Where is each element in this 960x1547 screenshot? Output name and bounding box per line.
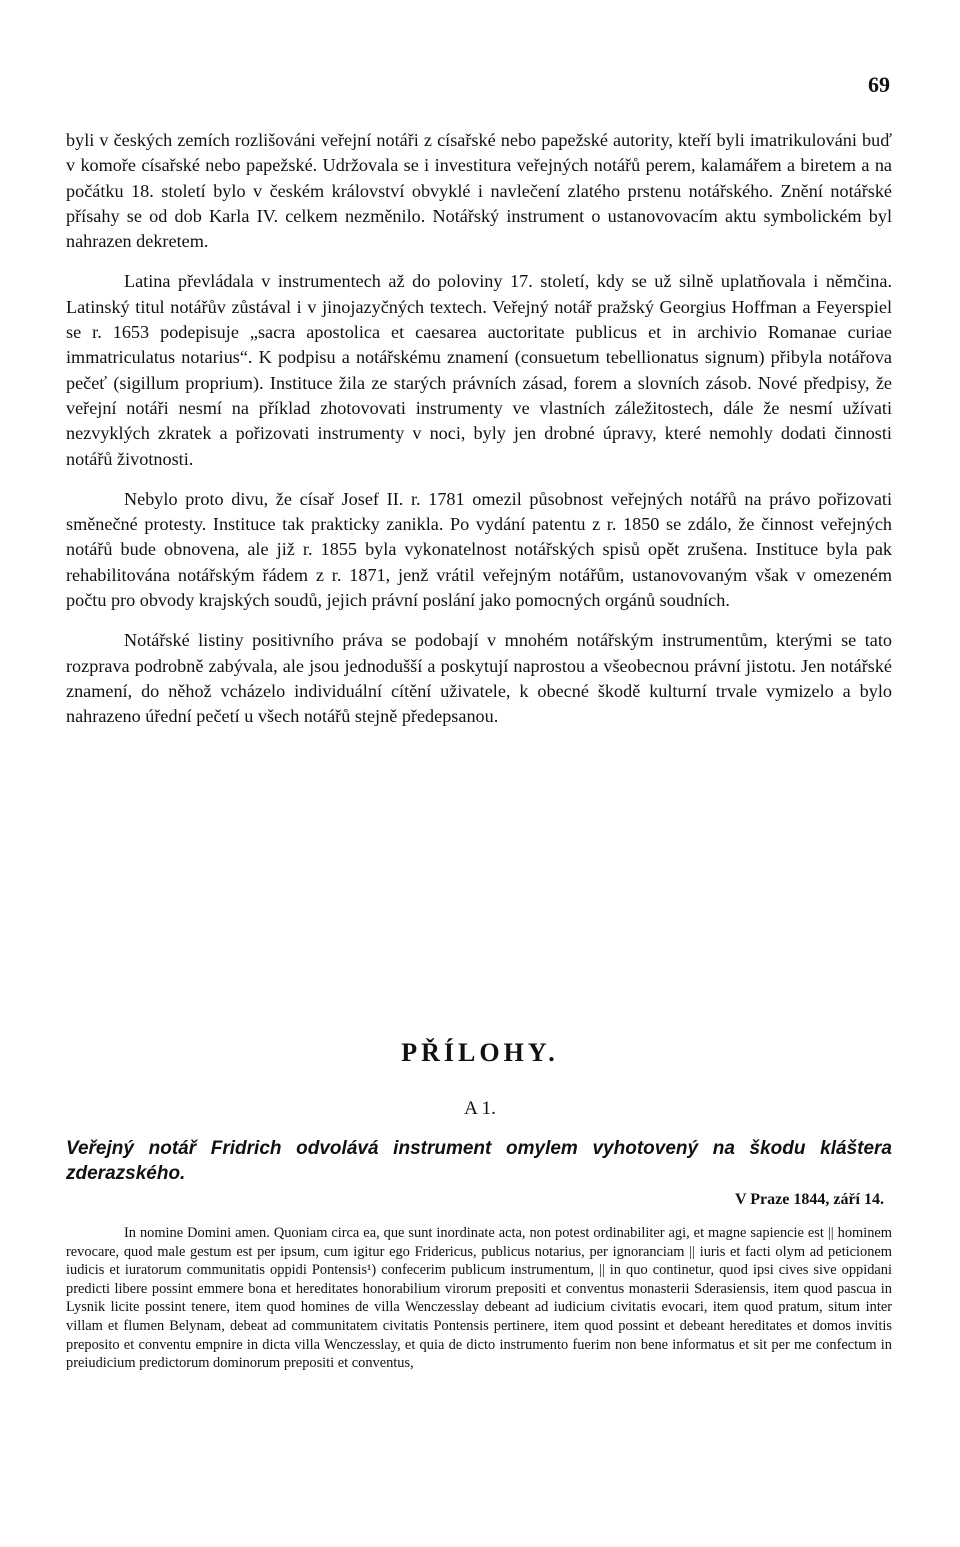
- page-number: 69: [868, 72, 890, 97]
- paragraph: Nebylo proto divu, že císař Josef II. r. 1781 omezil působnost veřejných notářů na právo pořizovati směnečné protesty. Instituce tak prakticky zanikla. Po vydání patentu z r. 1850 se zdálo, že činnost veřejných notářů bude obnovena, ale již r. 1855 byla vykonatelnost notářských spisů opět zrušena. Instituce byla pak rehabilitována notářským řádem z r. 1871, jenž vrátil veřejným notářům, ustanovovaným však v omezeném počtu pro obvody krajských soudů, jejich právní poslání jako pomocných orgánů soudních.: [66, 488, 892, 611]
- appendix-heading: PŘÍLOHY.: [401, 1038, 559, 1067]
- paragraph: byli v českých zemích rozlišováni veřejní notáři z císařské nebo papežské autority, kteří byli imatrikulováni buď v komoře císařské nebo papežské. Udržovala se i investitura veřejných notářů perem, kalamářem a biretem a na počátku 18. století bylo v českém království obvyklé i navlečení zlatého prstenu notářského. Znění notářské přísahy se od dob Karla IV. celkem nezměnilo. Notářský instrument o ustanovovacím aktu symbolickém byl nahrazen dekretem.: [66, 130, 892, 252]
- latin-paragraph: In nomine Domini amen. Quoniam circa ea, que sunt inordinate acta, non potest ordinabiliter agi, et magne sapiencie est || hominem revocare, quod male gestum est per ipsum, cum igitur ego Fridericus, publicus notarius, per ignoranciam || iuris et facti olym ad peticionem iudicis et iuratorum communitatis oppidi Pontensis¹) confecerim publicum instrumentum, || in quo continetur, quod ipsi cives sive oppidani predicti libere possint emmere bona et hereditates honorabilium virorum prepositi et conventus monasterii Sderasiensis, item quod pascua in Lysnik licite possint tenere, item quod homines de villa Wenczesslay debeant ad iudicium civitatis evocari, item quod pratum, situm inter villam et flumen Belynam, debeat ad communitatem civitatis Pontensis pertinere, item quod possint et debeant hereditates et domos invitis preposito et conventu empnire in dicta villa Wenczesslay, et quia de dicto instrumento fuerim non bene informatus et sit per me confectum in preiudicium predictorum dominorum prepositi et conventus,: [66, 1225, 892, 1372]
- paragraph: Latina převládala v instrumentech až do poloviny 17. století, kdy se už silně uplatňovala i němčina. Latinský titul notářův zůstával i v jinojazyčných textech. Veřejný notář pražský Georgius Hoffman a Feyerspiel se r. 1653 podepisuje „sacra apostolica et caesarea auctoritate publicus et in archivio Romanae curiae immatriculatus notarius“. K podpisu a notářskému znamení (consuetum tebellionatus signum) přibyla notářova pečeť (sigillum proprium). Instituce žila ze starých právních zásad, forem a slovních zásob. Nové předpisy, že veřejní notáři nesmí na příklad zhotovovati instrumenty ve vlastních záležitostech, dále že nesmí užívati nezvyklých zkratek a pořizovati instrumenty v noci, byly jen drobné úpravy, které nemohly dodati činnosti notářů životnosti.: [66, 271, 892, 469]
- document-title: Veřejný notář Fridrich odvolává instrument omylem vyhotovený na škodu kláštera zderazského.: [66, 1138, 892, 1184]
- document-number: A 1.: [464, 1098, 496, 1119]
- latin-document-text: [66, 1224, 892, 1373]
- document-dateline: V Praze 1844, září 14.: [735, 1191, 884, 1208]
- body-text: [66, 128, 892, 745]
- paragraph: Notářské listiny positivního práva se podobají v mnohém notářským instrumentům, kterými se tato rozprava podrobně zabývala, ale jsou jednodušší a poskytují naprostou a všeobecnou právní jistotu. Jen notářské znamení, do něhož vcházelo individuální cítění uživatele, k obecné škodě kulturní trvale vymizelo a bylo nahrazeno úřední pečetí u všech notářů stejně předepsanou.: [66, 630, 892, 727]
